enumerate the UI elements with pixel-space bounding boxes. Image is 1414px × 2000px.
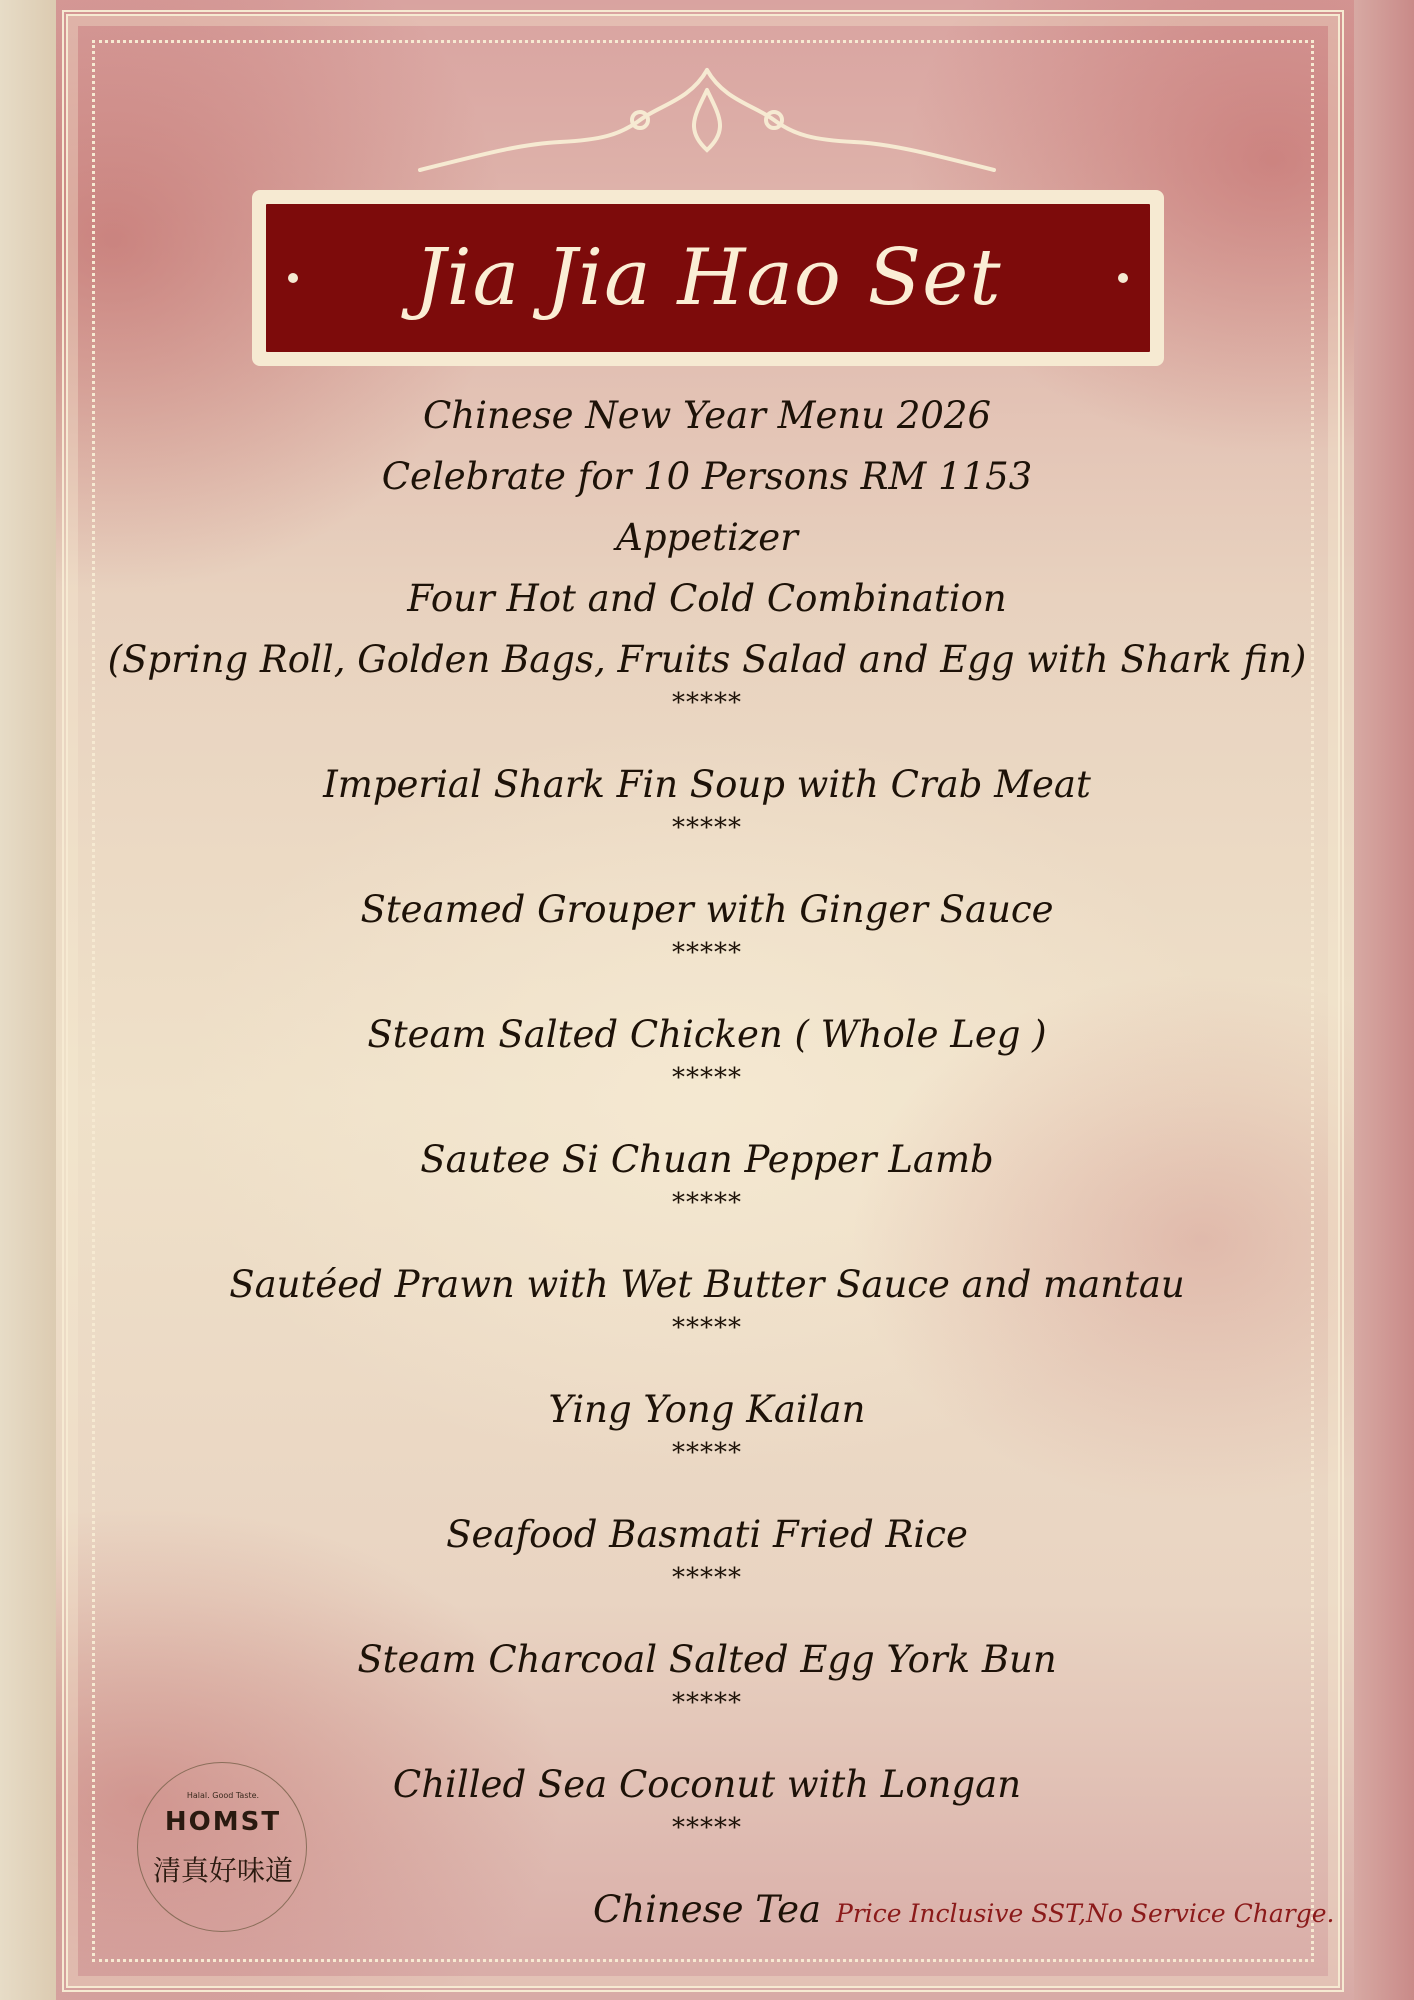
course-item: Chilled Sea Coconut with Longan xyxy=(392,1763,1022,1806)
course-separator: ***** xyxy=(672,688,742,718)
menu-year: Chinese New Year Menu 2026 xyxy=(422,394,992,437)
appetizer-detail: (Spring Roll, Golden Bags, Fruits Salad and Egg with Shark fin) xyxy=(107,638,1307,681)
course-item: Seafood Basmati Fried Rice xyxy=(446,1513,968,1556)
course-item: Steam Charcoal Salted Egg York Bun xyxy=(357,1638,1057,1681)
logo-chinese: 清真好味道 xyxy=(152,1854,293,1887)
course-item: Ying Yong Kailan xyxy=(548,1388,866,1431)
appetizer-label: Appetizer xyxy=(616,516,798,559)
appetizer-name: Four Hot and Cold Combination xyxy=(407,577,1007,620)
restaurant-logo xyxy=(137,1762,307,1932)
course-item: Sautéed Prawn with Wet Butter Sauce and mantau xyxy=(229,1263,1185,1306)
title-banner xyxy=(252,190,1164,366)
course-separator: ***** xyxy=(672,1313,742,1343)
course-item: Steamed Grouper with Ginger Sauce xyxy=(360,888,1054,931)
title-plaque xyxy=(263,201,1153,355)
banner-dot-left xyxy=(288,273,298,283)
course-item: Imperial Shark Fin Soup with Crab Meat xyxy=(323,763,1091,806)
crest-ornament xyxy=(0,60,1414,180)
course-separator: ***** xyxy=(672,1688,742,1718)
course-separator: ***** xyxy=(672,1188,742,1218)
menu-content xyxy=(0,385,1414,1940)
course-separator: ***** xyxy=(672,1813,742,1843)
banner-dot-right xyxy=(1118,273,1128,283)
price-note: Price Inclusive SST,No Service Charge. xyxy=(836,1899,1335,1928)
celebrate-price: Celebrate for 10 Persons RM 1153 xyxy=(381,455,1033,498)
logo-brand: HOMST xyxy=(164,1807,282,1837)
menu-title: Jia Jia Hao Set xyxy=(414,233,1002,323)
course-separator: ***** xyxy=(672,1438,742,1468)
course-item: Sautee Si Chuan Pepper Lamb xyxy=(420,1138,994,1181)
course-separator: ***** xyxy=(672,813,742,843)
course-separator: ***** xyxy=(672,1563,742,1593)
course-item: Chinese Tea xyxy=(592,1888,822,1931)
course-item: Steam Salted Chicken ( Whole Leg ) xyxy=(367,1013,1047,1056)
course-separator: ***** xyxy=(672,1063,742,1093)
course-separator: ***** xyxy=(672,938,742,968)
logo-tagline: Halal. Good Taste. xyxy=(186,1791,260,1800)
